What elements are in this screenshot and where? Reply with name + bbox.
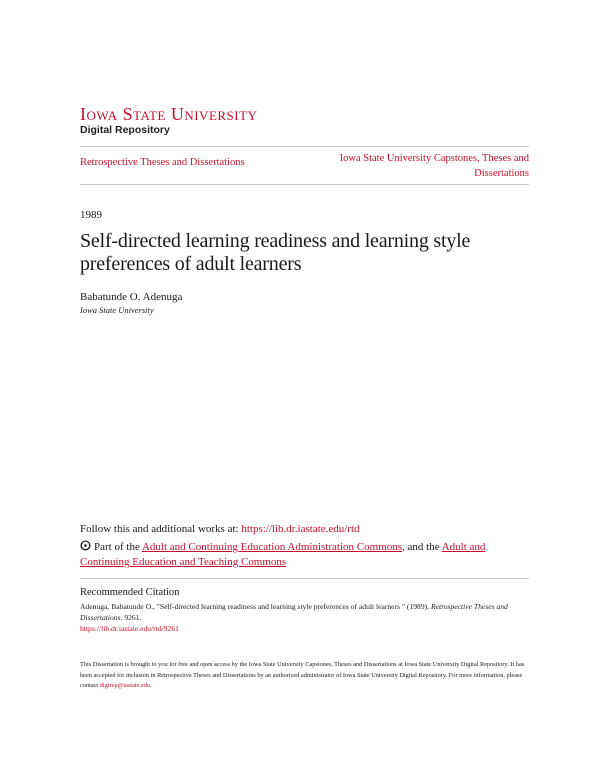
collection-link-capstones[interactable]: Iowa State University Capstones, Theses and Dissertations (339, 153, 529, 179)
citation-divider (80, 578, 529, 579)
document-title: Self-directed learning readiness and learning style preferences of adult learners (80, 230, 471, 275)
top-divider (80, 146, 529, 147)
follow-text: Follow this and additional works at: (80, 523, 242, 535)
citation-number: . 9261. (120, 613, 142, 622)
header-divider (80, 184, 529, 185)
open-access-icon (80, 540, 91, 551)
citation-series: Retrospective Theses and Dissertations (80, 602, 508, 622)
collection-link-retrospective[interactable]: Retrospective Theses and Dissertations (80, 157, 245, 168)
disclaimer-end: . (150, 682, 152, 689)
recommended-citation-heading: Recommended Citation (80, 587, 180, 598)
logo-repository-name: Digital Repository (80, 124, 170, 136)
author-name: Babatunde O. Adenuga (80, 291, 183, 303)
part-of-middle: , and the (402, 541, 442, 553)
commons-link-administration[interactable]: Adult and Continuing Education Administration Commons (141, 541, 402, 553)
contact-email-link[interactable]: digirep@iastate.edu (99, 682, 151, 689)
follow-line (80, 522, 360, 536)
author-affiliation: Iowa State University (80, 305, 154, 315)
citation-text (80, 601, 532, 634)
part-of-line (80, 540, 530, 570)
university-logo[interactable] (80, 104, 257, 137)
commons-link-teaching[interactable]: Adult and Continuing Education and Teaching Commons (80, 541, 486, 568)
follow-url-link[interactable]: https://lib.dr.iastate.edu/rtd (241, 523, 360, 535)
part-of-prefix: Part of the (94, 541, 142, 553)
citation-body: Adenuga, Babatunde O., "Self-directed learning readiness and learning style preferences of adult learners " (1989). (80, 602, 431, 611)
citation-url-link[interactable]: https://lib.dr.iastate.edu/rtd/9261 (80, 624, 179, 633)
logo-university-name: Iowa State University (80, 104, 258, 124)
publication-year: 1989 (80, 209, 102, 221)
disclaimer-text (80, 660, 532, 692)
disclaimer-body: This Dissertation is brought to you for free and open access by the Iowa State University Capstones, Theses and Dissertations at Iowa State University Digital Repository. It has been accepted for inclusion in Retrospective Theses and Dissertations by an authorized administrator of Iowa State University Digital Repository. For more information, please contact (80, 661, 525, 689)
